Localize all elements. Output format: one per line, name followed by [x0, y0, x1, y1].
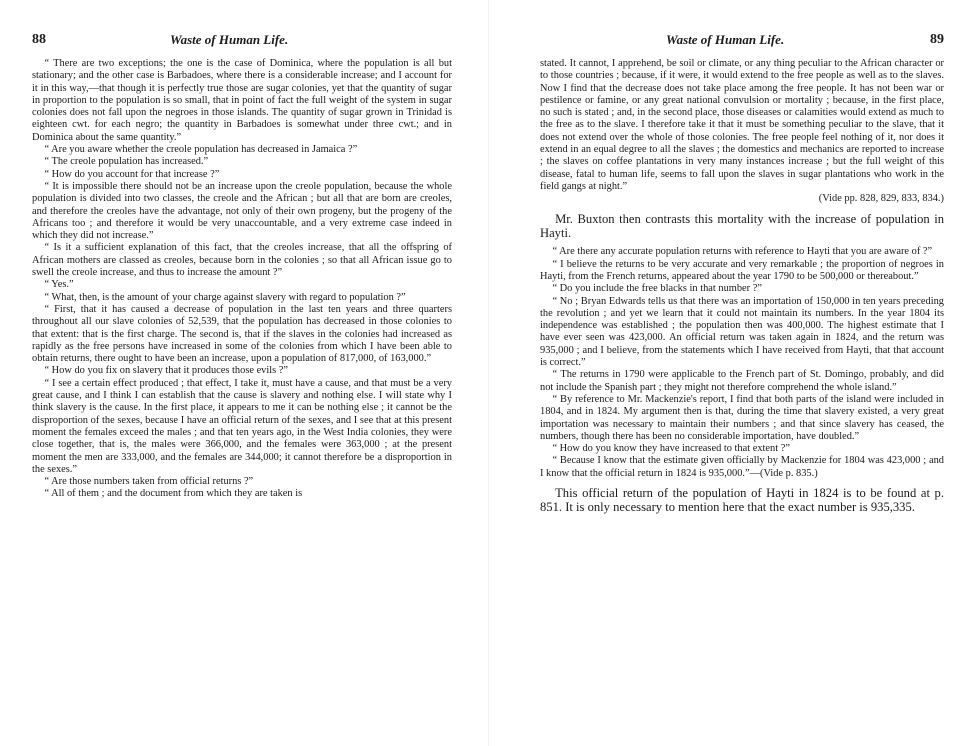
paragraph: “ The creole population has increased.” [44, 156, 209, 168]
paragraph: “ How do you fix on slavery that it produces those evils ?” [44, 365, 289, 377]
right-page [540, 30, 944, 735]
page-gutter [488, 0, 489, 746]
paragraph: “ How do you know they have increased to that extent ?” [552, 443, 790, 455]
continued-paragraph: stated. It cannot, I apprehend, be soil or climate, or any thing peculiar to the African character or to those countries ; because, if it were, it would extend to the free people as well as to the slaves. Now I find that the decrease does not take place among the free people. It has not been war or pestilence or famine, or any great national convulsion or mortality ; because, in the first place, no such is stated ; and, in the second place, those diseases or calamities would extend as much to the free as to the slave. I therefore take it that it must be something peculiar to the slave, that it does not extend over the whole of those colonies. The free people feel nothing of it, nor does it extend in an equal degree to all the slaves ; the domestics and mechanics are reported to increase ; the slaves on coffee plantations in very many instances increase ; but the full weight of this disease, fatal to human life, seems to fall upon the slaves in sugar plantations who work in the field gangs at night.” [540, 58, 944, 192]
paragraph: “ How do you account for that increase ?” [44, 168, 220, 180]
paragraph: “ I believe the returns to be very accurate and very remarkable ; the proportion of negroes in Hayti, from the French returns, appeared about the year 1790 to be 500,000 or thereabout.” [540, 258, 944, 282]
paragraph: “ Is it a sufficient explanation of this fact, that the creoles increase, that all the offspring of African mothers are classed as creoles, because born in the colonies ; so that all African issue go to swell the creole increase, and thus to increase the amount ?” [32, 242, 452, 279]
paragraph: “ Are those numbers taken from official returns ?” [44, 476, 254, 488]
right-page-header [540, 30, 944, 50]
paragraph: “ Do you include the free blacks in that number ?” [552, 283, 762, 295]
paragraph: “ All of them ; and the document from which they are taken is [44, 488, 303, 500]
left-page [32, 30, 452, 735]
paragraph: “ First, that it has caused a decrease of population in the last ten years and three quarters throughout all our slave colonies of 52,539, that the population has decreased in those colonies to that extent: that is the first charge. The second is, that if the slaves in the colonies had increased as rapidly as the free persons have increased in some of the colonies from which I have been able to obtain returns, there ought to have been an increase, upon a population of 817,000, of 163,000.” [32, 303, 452, 365]
paragraph: “ I see a certain effect produced ; that effect, I take it, must have a cause, and that must be a very great cause, and I think I can establish that the cause is slavery and nothing else. I will state why I think slavery is the cause. In the first place, it appears to me it can be nothing else ; it cannot be the disproportion of the sexes, because I have an official return of the sexes, and I see that at this present moment the females exceed the males ; and that ten years ago, in the West India colonies, they were close together, that is, the males were 366,000, and the females were 363,000 ; at the present moment the men are 333,000, and the females are 344,000; it cannot therefore be a disproportion in the sexes.” [32, 377, 452, 475]
paragraph: “ What, then, is the amount of your charge against slavery with regard to population ?” [44, 291, 406, 303]
paragraph: “ Yes.” [44, 279, 74, 291]
paragraph: “ No ; Bryan Edwards tells us that there was an importation of 150,000 in ten years preceding the revolution ; and yet we learn that it could not maintain its numbers. In the year 1804 its independence was established ; the population then was 400,000. The highest estimate that I have ever seen was 423,000. An official return was taken again in 1824, and the return was 935,000 ; and I believe, from the statements which I have received from Hayti, that that account is correct.” [540, 295, 944, 369]
paragraph: “ Are there any accurate population returns with reference to Hayti that you are aware of ?” [552, 246, 933, 258]
page-number: 89 [930, 32, 944, 47]
running-title: Waste of Human Life. [170, 32, 289, 47]
left-page-header [32, 30, 452, 50]
paragraph: “ Because I know that the estimate given officially by Mackenzie for 1804 was 423,000 ; and I know that the official return in 1824 is 935,000.”—(Vide p. 835.) [540, 455, 944, 479]
narrative-paragraph: Mr. Buxton then contrasts this mortality with the increase of population in Hayti. [540, 211, 944, 240]
running-title: Waste of Human Life. [666, 32, 785, 47]
paragraph: “ There are two exceptions; the one is the case of Dominica, where the population is all but stationary; and the other case is Barbadoes, where there is a considerable increase; and I account for it in this way,—that though it is perfectly true those are sugar colonies, yet that the quantity of sugar in proportion to the population is so small, that in point of fact the full weight of the system in sugar colonies does not fall upon the negroes in those islands. The quantity of sugar grown in Trinidad is eighteen cwt. for each negro; the quantity in Barbadoes is somewhat under three cwt.; and in Dominica about the same quantity.” [32, 58, 452, 143]
right-page-body [540, 58, 944, 515]
paragraph: “ By reference to Mr. Mackenzie's report, I find that both parts of the island were included in 1804, and in 1824. My argument then is that, during the time that slavery existed, a very great importation was necessary to maintain their numbers ; and that since slavery has ceased, the numbers, though there has been no considerable importation, have doubled.” [540, 393, 944, 442]
paragraph: “ Are you aware whether the creole population has decreased in Jamaica ?” [44, 144, 358, 156]
paragraph: “ The returns in 1790 were applicable to the French part of St. Domingo, probably, and did not include the Spanish part ; they might not therefore comprehend the whole island.” [540, 369, 944, 393]
narrative-paragraph: This official return of the population of Hayti in 1824 is to be found at p. 851. It is only necessary to mention here that the exact number is 935,335. [540, 486, 944, 515]
paragraph: “ It is impossible there should not be an increase upon the creole population, because the whole population is divided into two classes, the creole and the African ; but all that are born are creoles, and therefore the creoles have the advantage, not only of their own progeny, but the progeny of the Africans too ; and therefore it would be very unaccountable, and a very extreme case indeed in which they did not increase.” [32, 180, 452, 242]
left-page-body [32, 58, 452, 501]
page-number: 88 [32, 32, 46, 47]
citation: (Vide pp. 828, 829, 833, 834.) [818, 193, 944, 205]
